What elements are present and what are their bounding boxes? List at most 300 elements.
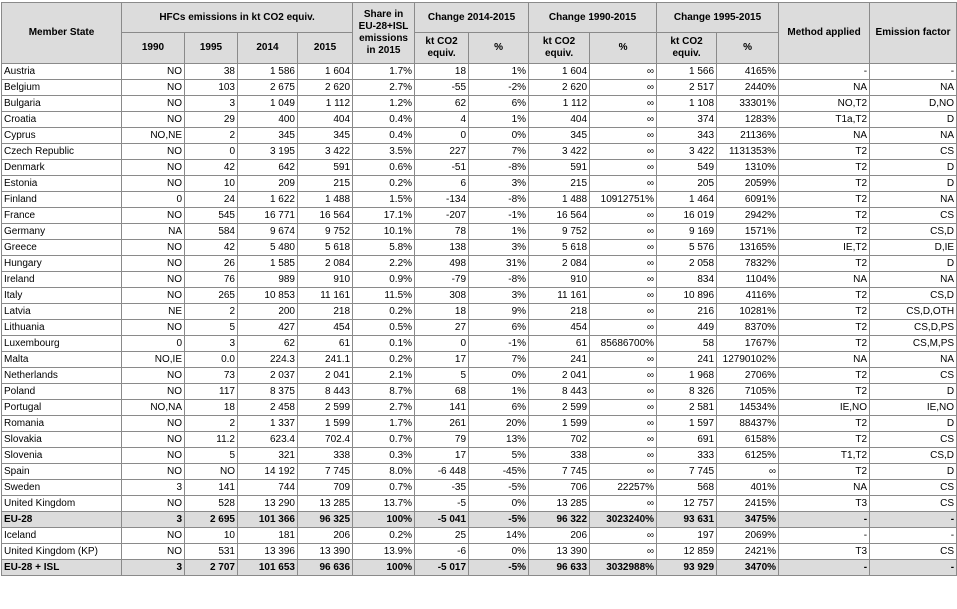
- cell-method-applied: T2: [779, 144, 870, 160]
- cell-change-2014-2015-pct: 1%: [469, 64, 529, 80]
- cell-hfc-1995: 11.2: [185, 432, 238, 448]
- cell-hfc-1990: 0: [122, 192, 185, 208]
- cell-change-1990-2015-pct: 10912751%: [590, 192, 657, 208]
- cell-share-2015: 11.5%: [353, 288, 415, 304]
- cell-change-1995-2015-pct: 1571%: [717, 224, 779, 240]
- cell-change-1990-2015-pct: ∞: [590, 464, 657, 480]
- cell-method-applied: T2: [779, 304, 870, 320]
- cell-member-state: Netherlands: [2, 368, 122, 384]
- cell-change-1990-2015-kt: 241: [529, 352, 590, 368]
- cell-emission-factor: D: [870, 416, 957, 432]
- cell-hfc-1990: NE: [122, 304, 185, 320]
- cell-member-state: EU-28: [2, 512, 122, 528]
- header-member-state: Member State: [2, 3, 122, 64]
- cell-change-2014-2015-kt: 227: [415, 144, 469, 160]
- cell-change-1995-2015-kt: 568: [657, 480, 717, 496]
- cell-change-1990-2015-kt: 5 618: [529, 240, 590, 256]
- cell-change-1990-2015-pct: 22257%: [590, 480, 657, 496]
- cell-change-1995-2015-pct: 1131353%: [717, 144, 779, 160]
- cell-change-1995-2015-kt: 10 896: [657, 288, 717, 304]
- table-row: [2, 112, 957, 128]
- cell-emission-factor: -: [870, 64, 957, 80]
- cell-emission-factor: CS,D: [870, 224, 957, 240]
- cell-change-1990-2015-kt: 2 041: [529, 368, 590, 384]
- cell-share-2015: 2.2%: [353, 256, 415, 272]
- cell-change-1995-2015-kt: 3 422: [657, 144, 717, 160]
- cell-change-2014-2015-kt: -5 017: [415, 560, 469, 576]
- cell-change-1990-2015-pct: ∞: [590, 528, 657, 544]
- cell-change-1995-2015-kt: 2 517: [657, 80, 717, 96]
- cell-member-state: Ireland: [2, 272, 122, 288]
- cell-member-state: Bulgaria: [2, 96, 122, 112]
- cell-hfc-2015: 13 285: [298, 496, 353, 512]
- cell-hfc-2015: 206: [298, 528, 353, 544]
- cell-hfc-2015: 702.4: [298, 432, 353, 448]
- cell-hfc-2015: 345: [298, 128, 353, 144]
- cell-hfc-2015: 1 488: [298, 192, 353, 208]
- header-change-1995-2015: Change 1995-2015: [657, 3, 779, 33]
- cell-hfc-1990: NO: [122, 432, 185, 448]
- cell-member-state: Poland: [2, 384, 122, 400]
- cell-hfc-2015: 591: [298, 160, 353, 176]
- cell-method-applied: T2: [779, 336, 870, 352]
- cell-hfc-2014: 3 195: [238, 144, 298, 160]
- cell-emission-factor: D: [870, 256, 957, 272]
- cell-change-1995-2015-kt: 333: [657, 448, 717, 464]
- cell-share-2015: 100%: [353, 512, 415, 528]
- table-row: [2, 560, 957, 576]
- cell-emission-factor: NA: [870, 128, 957, 144]
- cell-hfc-2014: 101 366: [238, 512, 298, 528]
- cell-change-2014-2015-pct: -8%: [469, 192, 529, 208]
- cell-change-2014-2015-pct: 0%: [469, 544, 529, 560]
- cell-change-1995-2015-kt: 343: [657, 128, 717, 144]
- cell-change-1995-2015-pct: 10281%: [717, 304, 779, 320]
- cell-share-2015: 2.7%: [353, 400, 415, 416]
- cell-hfc-1995: 103: [185, 80, 238, 96]
- cell-emission-factor: D: [870, 176, 957, 192]
- cell-change-1995-2015-pct: 33301%: [717, 96, 779, 112]
- cell-hfc-1990: NO,NE: [122, 128, 185, 144]
- cell-hfc-2014: 1 049: [238, 96, 298, 112]
- cell-hfc-1995: NO: [185, 464, 238, 480]
- cell-hfc-2014: 13 396: [238, 544, 298, 560]
- cell-change-2014-2015-pct: 1%: [469, 112, 529, 128]
- cell-member-state: Czech Republic: [2, 144, 122, 160]
- cell-change-1990-2015-pct: ∞: [590, 208, 657, 224]
- table-row: [2, 192, 957, 208]
- cell-change-1995-2015-kt: 8 326: [657, 384, 717, 400]
- cell-share-2015: 0.9%: [353, 272, 415, 288]
- cell-change-1995-2015-pct: 1104%: [717, 272, 779, 288]
- cell-member-state: Estonia: [2, 176, 122, 192]
- cell-hfc-1990: NO,NA: [122, 400, 185, 416]
- cell-change-1990-2015-kt: 454: [529, 320, 590, 336]
- cell-change-2014-2015-pct: 14%: [469, 528, 529, 544]
- cell-share-2015: 0.1%: [353, 336, 415, 352]
- cell-change-2014-2015-pct: -2%: [469, 80, 529, 96]
- cell-emission-factor: CS,M,PS: [870, 336, 957, 352]
- header-kt-1995-2015: kt CO2 equiv.: [657, 33, 717, 64]
- cell-change-1990-2015-kt: 702: [529, 432, 590, 448]
- cell-change-1995-2015-pct: 6158%: [717, 432, 779, 448]
- cell-hfc-2014: 62: [238, 336, 298, 352]
- cell-change-1995-2015-kt: 93 929: [657, 560, 717, 576]
- cell-hfc-2015: 16 564: [298, 208, 353, 224]
- cell-change-2014-2015-kt: 261: [415, 416, 469, 432]
- cell-change-1990-2015-kt: 345: [529, 128, 590, 144]
- cell-change-1995-2015-pct: ∞: [717, 464, 779, 480]
- header-year-2015: 2015: [298, 33, 353, 64]
- cell-emission-factor: IE,NO: [870, 400, 957, 416]
- cell-change-1995-2015-kt: 691: [657, 432, 717, 448]
- cell-change-1990-2015-kt: 13 285: [529, 496, 590, 512]
- cell-member-state: Slovenia: [2, 448, 122, 464]
- cell-hfc-2014: 1 586: [238, 64, 298, 80]
- cell-change-1990-2015-kt: 8 443: [529, 384, 590, 400]
- cell-hfc-1990: NA: [122, 224, 185, 240]
- cell-hfc-2015: 1 604: [298, 64, 353, 80]
- cell-member-state: Malta: [2, 352, 122, 368]
- cell-method-applied: T1,T2: [779, 448, 870, 464]
- cell-change-1990-2015-pct: ∞: [590, 448, 657, 464]
- cell-change-1990-2015-pct: ∞: [590, 544, 657, 560]
- table-row: [2, 304, 957, 320]
- cell-hfc-1990: NO: [122, 176, 185, 192]
- cell-change-1995-2015-pct: 1767%: [717, 336, 779, 352]
- cell-hfc-2015: 2 620: [298, 80, 353, 96]
- cell-change-1995-2015-pct: 2421%: [717, 544, 779, 560]
- cell-change-1995-2015-kt: 449: [657, 320, 717, 336]
- cell-hfc-1990: NO: [122, 240, 185, 256]
- cell-emission-factor: NA: [870, 80, 957, 96]
- cell-change-1990-2015-pct: 3032988%: [590, 560, 657, 576]
- cell-share-2015: 0.7%: [353, 432, 415, 448]
- cell-member-state: Austria: [2, 64, 122, 80]
- cell-change-2014-2015-kt: 68: [415, 384, 469, 400]
- cell-change-1995-2015-kt: 7 745: [657, 464, 717, 480]
- cell-change-2014-2015-kt: -55: [415, 80, 469, 96]
- cell-change-1995-2015-pct: 7105%: [717, 384, 779, 400]
- cell-change-2014-2015-pct: 7%: [469, 352, 529, 368]
- table-row: [2, 144, 957, 160]
- cell-share-2015: 0.6%: [353, 160, 415, 176]
- cell-share-2015: 17.1%: [353, 208, 415, 224]
- cell-hfc-2014: 2 458: [238, 400, 298, 416]
- cell-hfc-1995: 42: [185, 160, 238, 176]
- cell-method-applied: T2: [779, 256, 870, 272]
- cell-hfc-2015: 215: [298, 176, 353, 192]
- cell-member-state: Sweden: [2, 480, 122, 496]
- header-year-1990: 1990: [122, 33, 185, 64]
- cell-change-2014-2015-kt: 5: [415, 368, 469, 384]
- cell-method-applied: T2: [779, 416, 870, 432]
- cell-member-state: EU-28 + ISL: [2, 560, 122, 576]
- cell-method-applied: -: [779, 560, 870, 576]
- cell-member-state: Croatia: [2, 112, 122, 128]
- cell-change-2014-2015-pct: 1%: [469, 224, 529, 240]
- cell-change-2014-2015-kt: -79: [415, 272, 469, 288]
- table-row: [2, 160, 957, 176]
- cell-hfc-1995: 2 707: [185, 560, 238, 576]
- table-row: [2, 368, 957, 384]
- cell-hfc-1990: NO: [122, 320, 185, 336]
- cell-method-applied: -: [779, 512, 870, 528]
- cell-method-applied: NA: [779, 480, 870, 496]
- table-row: [2, 464, 957, 480]
- table-header: [2, 3, 957, 64]
- cell-emission-factor: CS: [870, 368, 957, 384]
- header-emission-factor: Emission factor: [870, 3, 957, 64]
- cell-hfc-2014: 8 375: [238, 384, 298, 400]
- table-row: [2, 320, 957, 336]
- table-row: [2, 224, 957, 240]
- cell-change-1995-2015-pct: 2069%: [717, 528, 779, 544]
- table-row: [2, 96, 957, 112]
- cell-change-1995-2015-kt: 197: [657, 528, 717, 544]
- cell-member-state: Romania: [2, 416, 122, 432]
- cell-hfc-1990: NO: [122, 144, 185, 160]
- cell-change-1990-2015-kt: 13 390: [529, 544, 590, 560]
- cell-method-applied: T2: [779, 176, 870, 192]
- cell-member-state: Italy: [2, 288, 122, 304]
- cell-hfc-1990: NO: [122, 288, 185, 304]
- cell-change-2014-2015-pct: 6%: [469, 320, 529, 336]
- cell-emission-factor: NA: [870, 352, 957, 368]
- cell-hfc-1995: 531: [185, 544, 238, 560]
- cell-hfc-1990: NO: [122, 112, 185, 128]
- cell-change-1995-2015-kt: 93 631: [657, 512, 717, 528]
- cell-hfc-2014: 1 585: [238, 256, 298, 272]
- cell-change-2014-2015-pct: -5%: [469, 480, 529, 496]
- cell-emission-factor: CS: [870, 432, 957, 448]
- cell-change-1990-2015-kt: 706: [529, 480, 590, 496]
- cell-change-2014-2015-pct: 13%: [469, 432, 529, 448]
- cell-method-applied: T2: [779, 464, 870, 480]
- cell-change-2014-2015-pct: 6%: [469, 96, 529, 112]
- cell-change-1995-2015-pct: 12790102%: [717, 352, 779, 368]
- cell-hfc-1995: 265: [185, 288, 238, 304]
- cell-hfc-1995: 2: [185, 304, 238, 320]
- cell-change-2014-2015-kt: 18: [415, 304, 469, 320]
- cell-change-1995-2015-kt: 1 108: [657, 96, 717, 112]
- cell-change-2014-2015-pct: 3%: [469, 176, 529, 192]
- cell-hfc-1990: NO: [122, 496, 185, 512]
- cell-change-1990-2015-kt: 591: [529, 160, 590, 176]
- cell-change-2014-2015-kt: -51: [415, 160, 469, 176]
- table-row: [2, 480, 957, 496]
- cell-change-2014-2015-kt: 138: [415, 240, 469, 256]
- cell-change-1990-2015-kt: 1 112: [529, 96, 590, 112]
- cell-hfc-2014: 623.4: [238, 432, 298, 448]
- cell-member-state: Spain: [2, 464, 122, 480]
- cell-emission-factor: CS,D,PS: [870, 320, 957, 336]
- cell-change-1995-2015-kt: 241: [657, 352, 717, 368]
- cell-emission-factor: CS: [870, 208, 957, 224]
- cell-member-state: United Kingdom: [2, 496, 122, 512]
- cell-change-1995-2015-kt: 16 019: [657, 208, 717, 224]
- cell-change-2014-2015-pct: 3%: [469, 288, 529, 304]
- cell-change-1990-2015-kt: 215: [529, 176, 590, 192]
- cell-change-1990-2015-pct: ∞: [590, 64, 657, 80]
- cell-member-state: United Kingdom (KP): [2, 544, 122, 560]
- cell-change-1990-2015-pct: 85686700%: [590, 336, 657, 352]
- cell-change-1990-2015-pct: ∞: [590, 160, 657, 176]
- cell-hfc-2015: 454: [298, 320, 353, 336]
- cell-member-state: Lithuania: [2, 320, 122, 336]
- table-row: [2, 64, 957, 80]
- cell-change-1995-2015-pct: 2415%: [717, 496, 779, 512]
- cell-change-1990-2015-kt: 16 564: [529, 208, 590, 224]
- cell-hfc-1990: NO: [122, 528, 185, 544]
- header-change-1990-2015: Change 1990-2015: [529, 3, 657, 33]
- cell-change-2014-2015-kt: 308: [415, 288, 469, 304]
- cell-hfc-1990: NO: [122, 160, 185, 176]
- cell-change-1990-2015-pct: ∞: [590, 288, 657, 304]
- table-row: [2, 448, 957, 464]
- cell-change-1995-2015-kt: 58: [657, 336, 717, 352]
- cell-method-applied: NA: [779, 80, 870, 96]
- cell-change-2014-2015-kt: -35: [415, 480, 469, 496]
- cell-change-1995-2015-pct: 88437%: [717, 416, 779, 432]
- cell-emission-factor: D,NO: [870, 96, 957, 112]
- table-row: [2, 128, 957, 144]
- cell-change-1995-2015-pct: 13165%: [717, 240, 779, 256]
- cell-change-1990-2015-pct: ∞: [590, 432, 657, 448]
- cell-hfc-2015: 218: [298, 304, 353, 320]
- cell-change-2014-2015-pct: 20%: [469, 416, 529, 432]
- cell-member-state: Greece: [2, 240, 122, 256]
- cell-hfc-2015: 96 325: [298, 512, 353, 528]
- cell-hfc-2015: 11 161: [298, 288, 353, 304]
- cell-change-1990-2015-kt: 2 620: [529, 80, 590, 96]
- cell-change-1995-2015-kt: 216: [657, 304, 717, 320]
- cell-change-1990-2015-pct: ∞: [590, 176, 657, 192]
- cell-emission-factor: NA: [870, 192, 957, 208]
- cell-share-2015: 13.7%: [353, 496, 415, 512]
- cell-hfc-1990: 3: [122, 480, 185, 496]
- cell-change-2014-2015-kt: 6: [415, 176, 469, 192]
- cell-change-2014-2015-pct: -1%: [469, 336, 529, 352]
- cell-share-2015: 10.1%: [353, 224, 415, 240]
- cell-hfc-2015: 3 422: [298, 144, 353, 160]
- cell-change-2014-2015-kt: 141: [415, 400, 469, 416]
- cell-share-2015: 0.5%: [353, 320, 415, 336]
- table-row: [2, 416, 957, 432]
- cell-hfc-2014: 10 853: [238, 288, 298, 304]
- cell-change-1995-2015-kt: 834: [657, 272, 717, 288]
- cell-hfc-1990: NO,IE: [122, 352, 185, 368]
- cell-change-1995-2015-kt: 5 576: [657, 240, 717, 256]
- cell-hfc-2014: 224.3: [238, 352, 298, 368]
- cell-change-2014-2015-pct: 1%: [469, 384, 529, 400]
- cell-change-2014-2015-kt: 0: [415, 128, 469, 144]
- cell-change-1990-2015-kt: 9 752: [529, 224, 590, 240]
- cell-member-state: Iceland: [2, 528, 122, 544]
- cell-hfc-1990: 0: [122, 336, 185, 352]
- table-body: [2, 64, 957, 576]
- cell-share-2015: 0.4%: [353, 128, 415, 144]
- cell-hfc-1990: NO: [122, 64, 185, 80]
- cell-change-2014-2015-pct: 9%: [469, 304, 529, 320]
- cell-emission-factor: D: [870, 464, 957, 480]
- cell-method-applied: T2: [779, 288, 870, 304]
- cell-change-1990-2015-pct: ∞: [590, 368, 657, 384]
- cell-change-1990-2015-pct: ∞: [590, 352, 657, 368]
- cell-hfc-2015: 910: [298, 272, 353, 288]
- header-hfc-emissions: HFCs emissions in kt CO2 equiv.: [122, 3, 353, 33]
- cell-change-2014-2015-kt: -134: [415, 192, 469, 208]
- header-change-2014-2015: Change 2014-2015: [415, 3, 529, 33]
- cell-change-2014-2015-kt: -6: [415, 544, 469, 560]
- cell-hfc-2014: 345: [238, 128, 298, 144]
- cell-hfc-2015: 96 636: [298, 560, 353, 576]
- cell-method-applied: T2: [779, 320, 870, 336]
- cell-change-2014-2015-pct: -45%: [469, 464, 529, 480]
- cell-change-1995-2015-kt: 12 859: [657, 544, 717, 560]
- cell-hfc-1995: 0: [185, 144, 238, 160]
- cell-hfc-2014: 1 622: [238, 192, 298, 208]
- cell-change-1995-2015-kt: 1 464: [657, 192, 717, 208]
- cell-hfc-1990: NO: [122, 96, 185, 112]
- header-year-2014: 2014: [238, 33, 298, 64]
- cell-hfc-1995: 545: [185, 208, 238, 224]
- cell-share-2015: 3.5%: [353, 144, 415, 160]
- cell-share-2015: 1.7%: [353, 64, 415, 80]
- cell-hfc-1990: NO: [122, 544, 185, 560]
- cell-change-2014-2015-pct: 6%: [469, 400, 529, 416]
- table-container: [1, 2, 956, 576]
- table-row: [2, 384, 957, 400]
- cell-share-2015: 100%: [353, 560, 415, 576]
- cell-change-1990-2015-kt: 96 633: [529, 560, 590, 576]
- cell-share-2015: 0.3%: [353, 448, 415, 464]
- cell-hfc-2014: 9 674: [238, 224, 298, 240]
- cell-hfc-2014: 13 290: [238, 496, 298, 512]
- cell-share-2015: 1.7%: [353, 416, 415, 432]
- cell-hfc-1995: 2: [185, 128, 238, 144]
- cell-emission-factor: -: [870, 512, 957, 528]
- cell-change-2014-2015-kt: -207: [415, 208, 469, 224]
- table-row: [2, 176, 957, 192]
- cell-change-1990-2015-pct: ∞: [590, 240, 657, 256]
- table-row: [2, 208, 957, 224]
- cell-change-1990-2015-kt: 404: [529, 112, 590, 128]
- cell-change-2014-2015-pct: 0%: [469, 368, 529, 384]
- cell-change-1995-2015-pct: 8370%: [717, 320, 779, 336]
- cell-share-2015: 0.2%: [353, 176, 415, 192]
- cell-emission-factor: D: [870, 160, 957, 176]
- cell-hfc-2015: 1 599: [298, 416, 353, 432]
- cell-hfc-2014: 2 037: [238, 368, 298, 384]
- cell-change-1990-2015-kt: 338: [529, 448, 590, 464]
- cell-change-2014-2015-kt: 27: [415, 320, 469, 336]
- header-year-1995: 1995: [185, 33, 238, 64]
- cell-hfc-2014: 321: [238, 448, 298, 464]
- cell-emission-factor: CS: [870, 144, 957, 160]
- cell-member-state: France: [2, 208, 122, 224]
- cell-change-1990-2015-kt: 910: [529, 272, 590, 288]
- cell-method-applied: T1a,T2: [779, 112, 870, 128]
- cell-change-2014-2015-kt: 17: [415, 352, 469, 368]
- table-row: [2, 352, 957, 368]
- cell-change-1990-2015-kt: 2 084: [529, 256, 590, 272]
- table-row: [2, 528, 957, 544]
- cell-change-1990-2015-kt: 96 322: [529, 512, 590, 528]
- table-row: [2, 432, 957, 448]
- cell-change-2014-2015-pct: 0%: [469, 496, 529, 512]
- table-row: [2, 80, 957, 96]
